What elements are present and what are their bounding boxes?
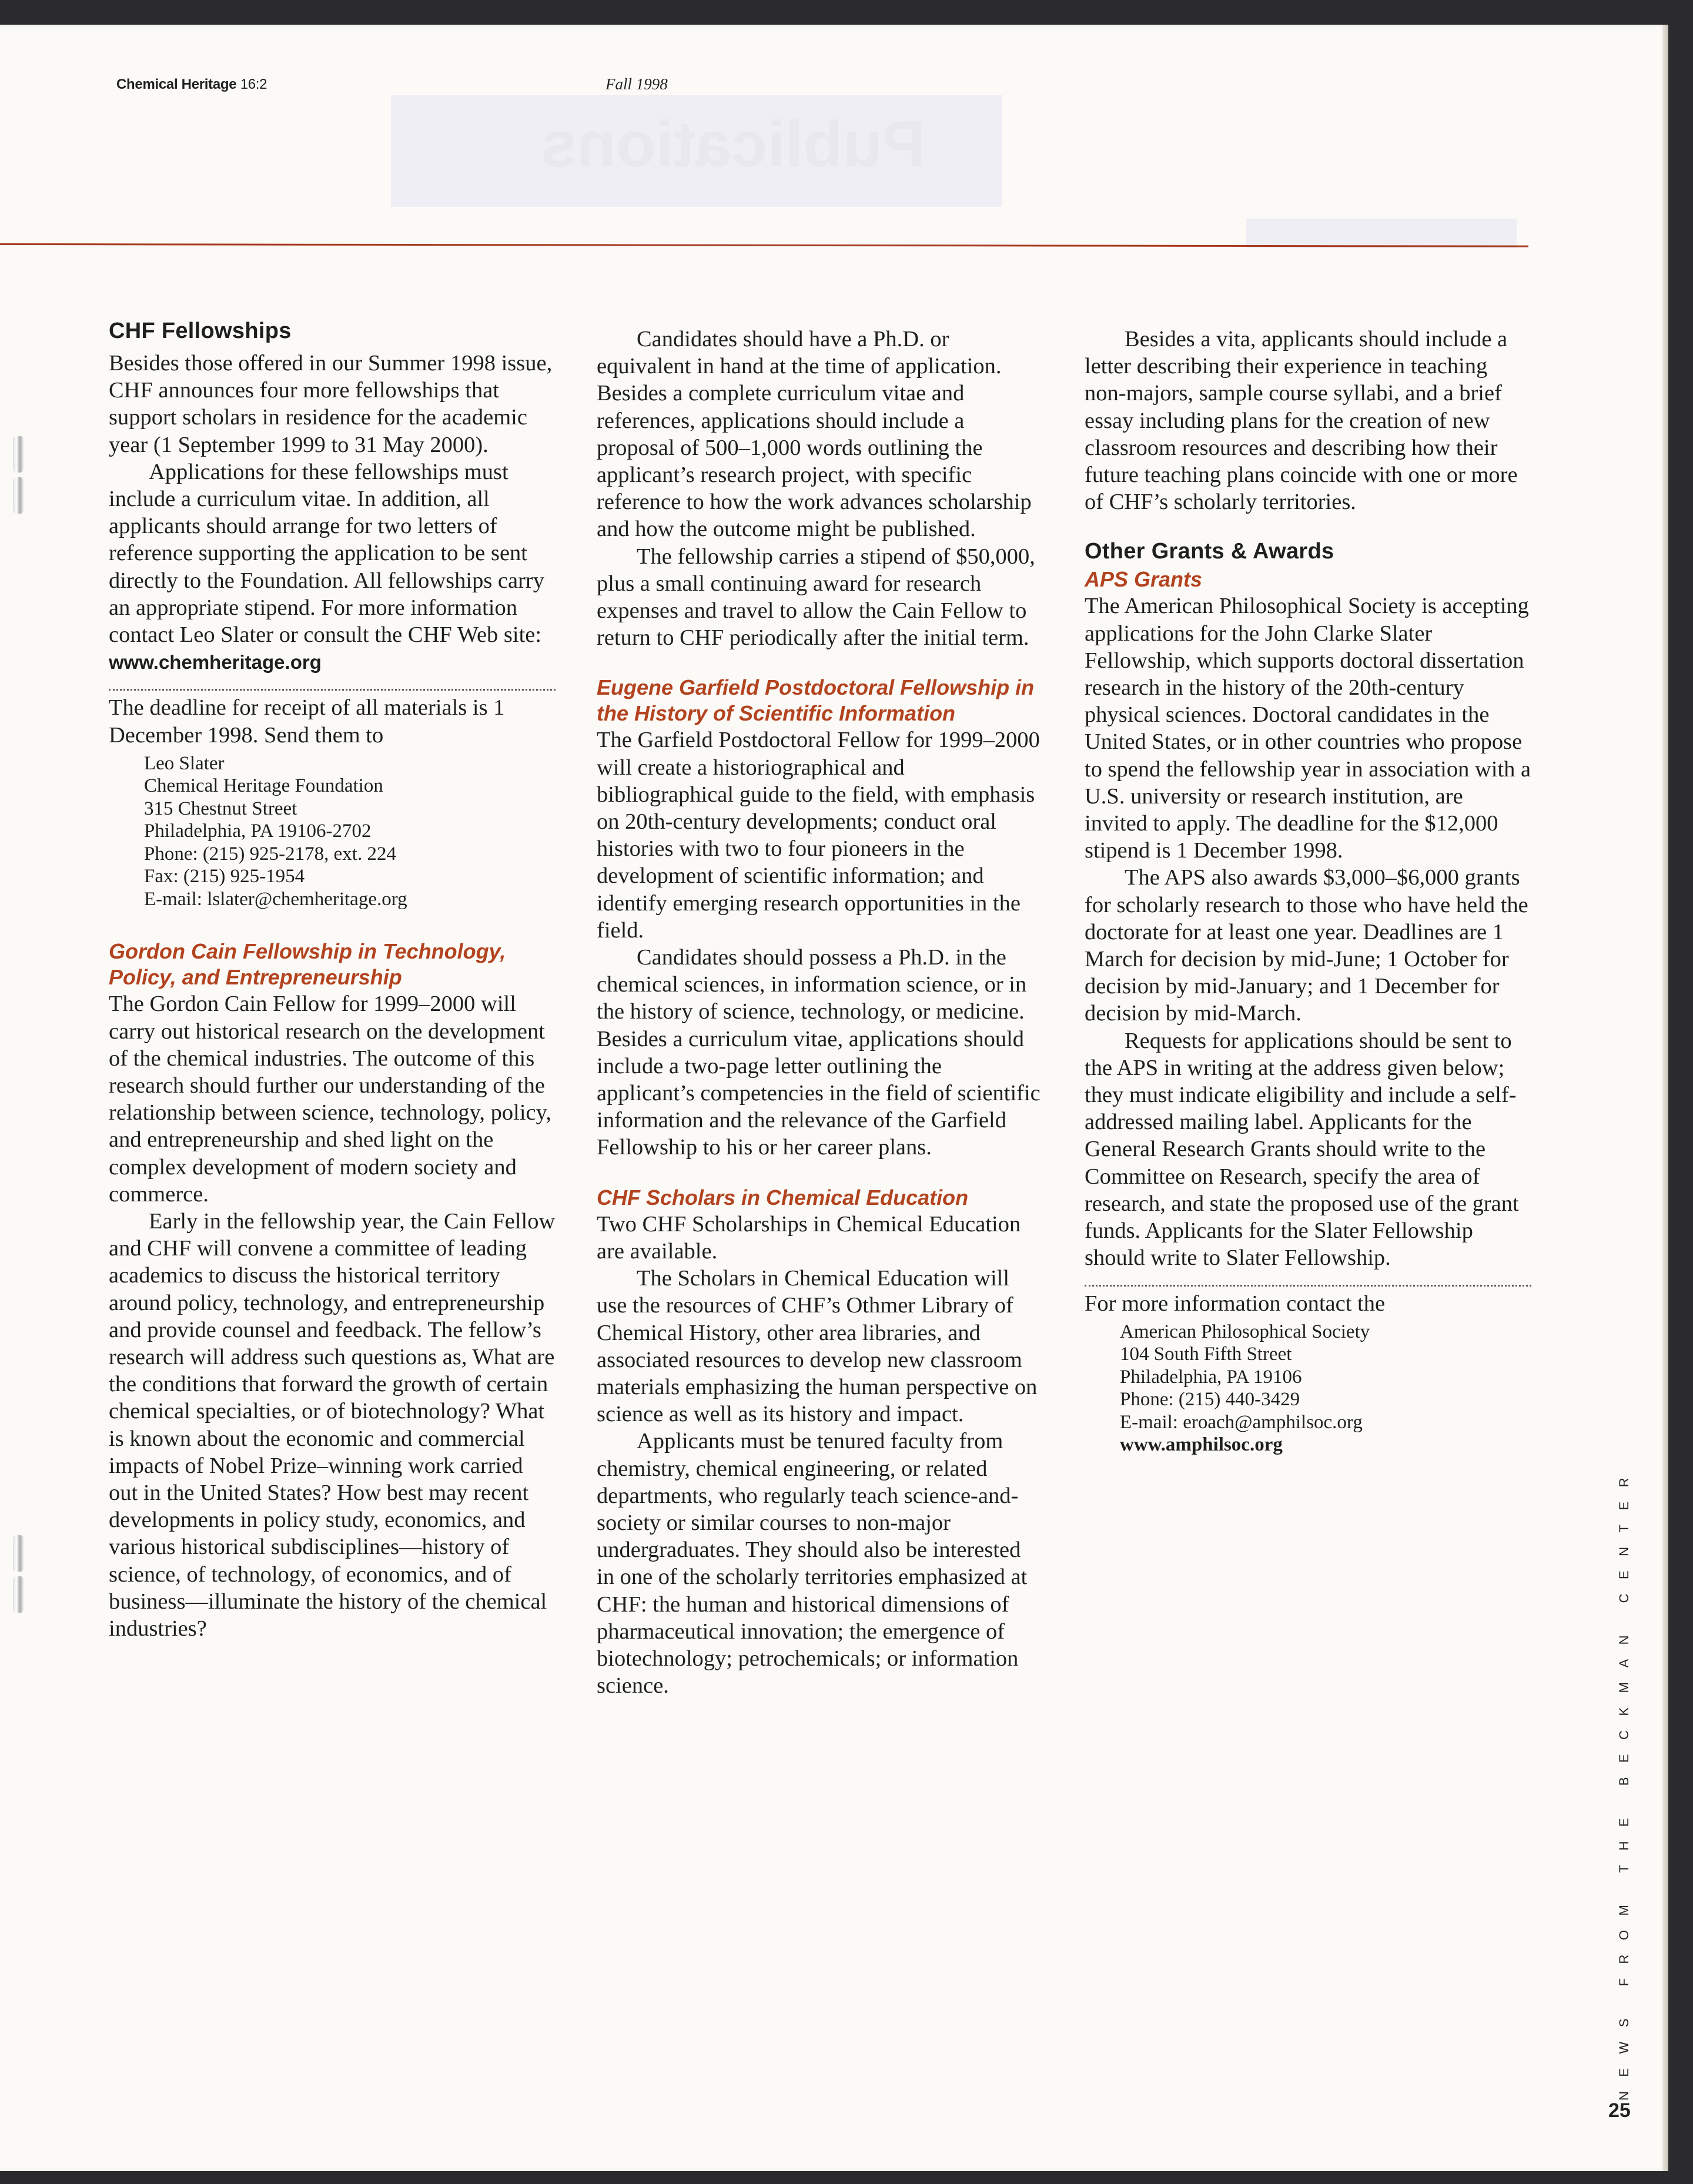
section-heading-cain: Gordon Cain Fellowship in Technology, Policy, and Entrepreneurship: [109, 939, 506, 990]
contact-intro: For more information contact the: [1085, 1291, 1386, 1316]
binding-staple: [13, 436, 24, 473]
address-block-aps: [1120, 1321, 1531, 1456]
paragraph: [109, 458, 556, 676]
section-subheading-aps: APS Grants: [1085, 567, 1203, 592]
paragraph: Early in the fellowship year, the Cain Fellow and CHF will convene a committee of leading academics to discuss the historical territory around policy, technology, and entrepreneurship and provide counsel and feedback. The fellow’s research will address such questions as, What are the conditions that forward the growth of certain chemical specialties, or of biotechnology? What is known about the economic and commercial impacts of Nobel Prize–winning work carried out in the United States? How best may recent developments in policy study, economics, and various historical subdisciplines—history of science, of technology, of economics, and of business—illuminate the history of the chemical industries?: [109, 1208, 556, 1642]
paragraph: The Gordon Cain Fellow for 1999–2000 will carry out historical research on the development of the chemical industries. The outcome of this research should further our understanding of the relationship between science, technology, policy, and entrepreneurship and shed light on the complex development of modern society and commerce.: [109, 991, 551, 1207]
show-through-text: Publications: [541, 108, 925, 180]
address-email[interactable]: E-mail: lslater@chemheritage.org: [144, 888, 407, 910]
running-head: [116, 76, 267, 93]
address-line: 315 Chestnut Street: [144, 798, 297, 819]
column-right: [1085, 326, 1531, 1456]
show-through-box: [1246, 219, 1517, 248]
paragraph: The APS also awards $3,000–$6,000 grants for scholarly research to those who have held the doctorate for at least one year. Deadlines are 1 March for decision by mid-June; 1 October for decision by mid-January; and 1 December for decision by mid-March.: [1085, 865, 1528, 1026]
paragraph: Two CHF Scholarships in Chemical Education are available.: [597, 1211, 1021, 1264]
chf-website-link[interactable]: www.chemheritage.org: [109, 651, 322, 674]
address-phone: Phone: (215) 925-2178, ext. 224: [144, 843, 396, 865]
paragraph: Requests for applications should be sent to the APS in writing at the address given below; they must indicate eligibility and include a self-addressed mailing label. Applicants for the General Research Grants should write to the Committee on Research, specify the area of research, and state the proposed use of the grant funds. Applicants for the Slater Fellowship should write to Slater Fellowship.: [1085, 1028, 1519, 1271]
paragraph: Candidates should have a Ph.D. or equivalent in hand at the time of application. Besides a complete curriculum vitae and references, applications should include a proposal of 500–1,000 words outlining the applicant’s research project, with specific reference to how the work advances scholarship and how the outcome might be published.: [597, 327, 1032, 542]
paragraph: Besides a vita, applicants should include a letter describing their experience in teaching non-majors, sample course syllabi, and a brief essay including plans for the creation of new classroom resources and describing how their future teaching plans coincide with one or more of CHF’s scholarly territories.: [1085, 327, 1518, 515]
paragraph-text: Applications for these fellowships must include a curriculum vitae. In addition, all applicants should arrange for two letters of reference supporting the application to be sent directly to the Foundation. All fellowships carry an appropriate stipend. For more information contact Leo Slater or consult the CHF Web site:: [109, 459, 544, 648]
issue-number: 16:2: [240, 76, 267, 92]
aps-website-link[interactable]: www.amphilsoc.org: [1120, 1434, 1283, 1456]
page-edge: [1662, 25, 1668, 2171]
address-email[interactable]: E-mail: eroach@amphilsoc.org: [1120, 1411, 1363, 1433]
page-number: 25: [1608, 2099, 1631, 2122]
dotted-divider: [109, 689, 556, 691]
issue-season: Fall 1998: [605, 75, 668, 93]
dotted-divider: [1085, 1285, 1531, 1287]
address-line: Chemical Heritage Foundation: [144, 775, 383, 797]
address-block-chf: [144, 752, 556, 911]
section-heading-garfield: Eugene Garfield Postdoctoral Fellowship in the History of Scientific Information: [597, 675, 1035, 726]
paragraph: The Garfield Postdoctoral Fellow for 1999–2000 will create a historiographical and bibliographical guide to the field, with emphasis on 20th-century developments; conduct oral histories with two to four pioneers in the development of scientific information; and identify emerging research opportunities in the field.: [597, 728, 1040, 943]
column-middle: [597, 326, 1043, 1699]
paragraph: Candidates should possess a Ph.D. in the chemical sciences, in information science, or in the history of science, technology, or medicine. Besides a curriculum vitae, applications should include a two-page letter outlining the applicant’s competencies in the field of scientific information and the relevance of the Garfield Fellowship to his or her career plans.: [597, 945, 1040, 1160]
section-vertical-label: NEWS FROM THE BECKMAN CENTER: [1617, 1463, 1631, 2101]
binding-staple: [13, 1576, 24, 1613]
address-line: Philadelphia, PA 19106: [1120, 1366, 1302, 1388]
paragraph: Besides those offered in our Summer 1998 issue, CHF announces four more fellowships that support scholars in residence for the academic year (1 September 1999 to 31 May 2000).: [109, 351, 553, 457]
address-phone: Phone: (215) 440-3429: [1120, 1389, 1300, 1411]
address-line: Leo Slater: [144, 752, 225, 774]
paragraph: The Scholars in Chemical Education will use the resources of CHF’s Othmer Library of Chemical History, other area libraries, and associated resources to develop new classroom materials emphasizing the human perspective on science as well as its history and impact.: [597, 1266, 1038, 1427]
section-heading-chf-fellowships: CHF Fellowships: [109, 319, 292, 343]
magazine-page: [0, 25, 1668, 2171]
binding-staple: [13, 1535, 24, 1572]
address-line: 104 South Fifth Street: [1120, 1344, 1292, 1365]
address-line: American Philosophical Society: [1120, 1321, 1370, 1342]
address-line: Philadelphia, PA 19106-2702: [144, 820, 372, 842]
paragraph: The American Philosophical Society is accepting applications for the John Clarke Slater Fellowship, which supports doctoral dissertation research in the history of the 20th-century physical sciences. Doctoral candidates in the United States, or in other countries who propose to spend the fellowship year in association with a U.S. university or research institution, are invited to apply. The deadline for the $12,000 stipend is 1 December 1998.: [1085, 594, 1531, 863]
column-left: [109, 319, 556, 1642]
section-heading-scholars: CHF Scholars in Chemical Education: [597, 1185, 969, 1210]
deadline-text: The deadline for receipt of all materials is 1 December 1998. Send them to: [109, 695, 505, 748]
paragraph: The fellowship carries a stipend of $50,000, plus a small continuing award for research expenses and travel to allow the Cain Fellow to return to CHF periodically after the initial term.: [597, 544, 1035, 651]
binding-staple: [13, 477, 24, 514]
show-through-box: [391, 95, 1002, 207]
paragraph: Applicants must be tenured faculty from chemistry, chemical engineering, or related departments, who regularly teach science-and-society or similar courses to non-major undergraduates. They should also be interested in one of the scholarly territories emphasized at CHF: the human and historical dimensions of pharmaceutical innovation; the emergence of biotechnology; petrochemicals; or information science.: [597, 1429, 1028, 1699]
publication-title: Chemical Heritage: [116, 76, 237, 92]
address-fax: Fax: (215) 925-1954: [144, 866, 305, 887]
section-heading-other-grants: Other Grants & Awards: [1085, 539, 1334, 564]
